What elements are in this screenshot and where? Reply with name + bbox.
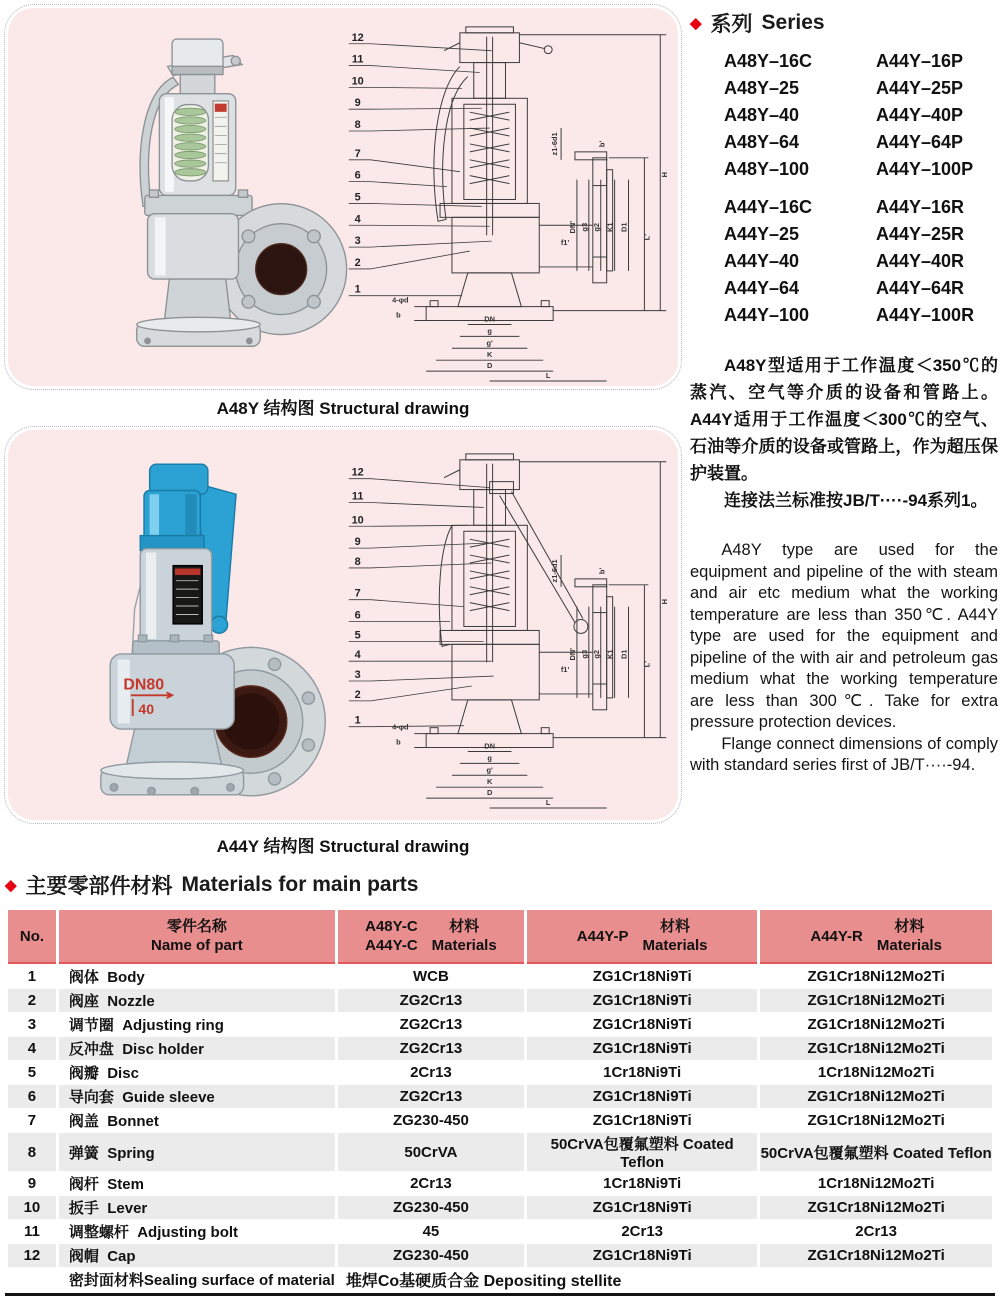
- header-name-en: Name of part: [151, 937, 243, 954]
- series-list: [690, 48, 996, 329]
- header-no: No.: [8, 910, 56, 964]
- cell-material-c: ZG2Cr13: [338, 989, 524, 1012]
- dimension-label: g3: [579, 649, 589, 659]
- dimension-label: g3: [579, 222, 589, 232]
- series-item: A44Y–100P: [876, 159, 974, 179]
- cell-material-r: ZG1Cr18Ni12Mo2Ti: [807, 1016, 945, 1033]
- cell-no: 5: [27, 1064, 37, 1081]
- cell-material-c: ZG2Cr13: [338, 1085, 524, 1108]
- table-row: [8, 1172, 992, 1195]
- cell-material-c: 2Cr13: [410, 1175, 452, 1192]
- series-item: A44Y–40: [724, 251, 800, 271]
- cell-material-r: 2Cr13: [855, 1223, 897, 1240]
- callout-leader-line: [371, 225, 490, 226]
- table-bottom-rule: [5, 1293, 995, 1296]
- callout-leader-line: [371, 128, 490, 131]
- description-chinese: [690, 352, 998, 514]
- series-item: A44Y–100R: [876, 305, 975, 325]
- table-row: [8, 1013, 992, 1036]
- cell-name: 弹簧 Spring: [59, 1133, 335, 1171]
- dimension-label: z1-6d1: [550, 132, 560, 156]
- cell-no: 2: [8, 989, 56, 1012]
- cell-name: 扳手 Lever: [59, 1196, 335, 1219]
- cell-material-p: ZG1Cr18Ni9Ti: [527, 1037, 757, 1060]
- callout-number: 11: [351, 53, 364, 66]
- callout-leader-line: [371, 66, 480, 73]
- drawing-lever-loop: [439, 525, 452, 646]
- cell-material-r: ZG1Cr18Ni12Mo2Ti: [760, 989, 992, 1012]
- callout-number: 2: [354, 688, 361, 701]
- dimension-label: L': [642, 234, 652, 241]
- series-item: A44Y–16R: [876, 197, 965, 217]
- dimension-label: DN': [567, 220, 577, 234]
- cell-material-p: ZG1Cr18Ni9Ti: [592, 1112, 692, 1129]
- dimension-label: g': [486, 765, 493, 775]
- header-materials-en: Materials: [876, 937, 942, 954]
- dimension-label: b': [597, 567, 607, 575]
- dimension-label: DN: [484, 314, 496, 324]
- series-title-cn: 系列: [710, 13, 753, 36]
- series-item: A44Y–25: [724, 224, 800, 244]
- cell-name: 阀体 Body: [68, 969, 145, 986]
- callout-leader-line: [371, 563, 492, 568]
- cell-name: 阀座 Nozzle: [59, 989, 335, 1012]
- diamond-bullet-icon: ◆: [5, 876, 17, 894]
- series-item: A48Y–16C: [724, 51, 813, 71]
- description-en-paragraph: A48Y type are used for the equipment and pipeline of the with steam and air etc medium what the working temperature are less than 350℃. A44Y type are used for the equipment and pipeline of the with air and petroleum gas medium what the working temperature are less than 300℃. Take for extra pressure protection devices.: [690, 541, 998, 731]
- callout-leader-line: [371, 686, 472, 701]
- callout-leader-line: [371, 251, 470, 269]
- series-item: A44Y–25R: [876, 224, 965, 244]
- cell-name: 调整螺杆 Adjusting bolt: [68, 1224, 239, 1241]
- dimension-label: H: [660, 598, 670, 605]
- callout-leader-line: [371, 600, 464, 607]
- dimension-label: K1: [605, 649, 615, 660]
- cell-no: 4: [8, 1037, 56, 1060]
- series-item: A44Y–40R: [876, 251, 965, 271]
- series-item: A44Y–100: [724, 305, 810, 325]
- series-item: A48Y–40: [724, 105, 800, 125]
- callout-number: 2: [354, 256, 361, 269]
- cell-material-p: 1Cr18Ni9Ti: [603, 1175, 682, 1192]
- dimension-label: g': [486, 338, 493, 348]
- description-cn-paragraph: A48Y型适用于工作温度＜350℃的蒸汽、空气等介质的设备和管路上。A44Y适用于工作温度＜300℃的空气、石油等介质的设备或管路上，作为超压保护装置。: [690, 356, 998, 483]
- cell-material-p: ZG1Cr18Ni9Ti: [592, 968, 692, 985]
- dn-mark-text: DN80: [123, 676, 165, 694]
- callout-number: 8: [354, 555, 361, 568]
- cell-no: 6: [8, 1085, 56, 1108]
- table-row: [8, 1061, 992, 1084]
- table-row: [8, 965, 992, 988]
- series-item: A48Y–25: [724, 78, 800, 98]
- series-item: A48Y–100: [724, 159, 810, 179]
- cell-no: 7: [27, 1112, 37, 1129]
- cell-no: 3: [27, 1016, 37, 1033]
- cell-material-c: ZG230-450: [338, 1244, 524, 1267]
- header-model-a44yr: A44Y-R: [810, 927, 863, 945]
- callout-leader-line: [371, 543, 486, 548]
- callout-number: 5: [354, 191, 361, 204]
- cell-name: 调节圈 Adjusting ring: [68, 1017, 224, 1034]
- cell-name: 阀杆 Stem: [68, 1176, 144, 1193]
- panel-a44y: [8, 430, 678, 820]
- header-materials-cn: 材料: [660, 918, 691, 935]
- description-cn-flange-note: 连接法兰标准按JB/T····-94系列1。: [724, 491, 988, 510]
- callout-number: 1: [354, 714, 361, 727]
- materials-title-cn: 主要零部件材料: [25, 875, 173, 898]
- dimension-label: D: [486, 361, 493, 371]
- callout-number: 3: [354, 669, 361, 682]
- cell-material-c: ZG2Cr13: [338, 1037, 524, 1060]
- materials-section: [5, 870, 995, 1296]
- header-r-materials: [760, 910, 992, 964]
- series-item: A44Y–25P: [876, 78, 964, 98]
- table-row: [8, 1220, 992, 1243]
- cell-no: 12: [8, 1244, 56, 1267]
- cell-no: 9: [27, 1175, 37, 1192]
- cell-material-p: ZG1Cr18Ni9Ti: [527, 1244, 757, 1267]
- table-row: [8, 1244, 992, 1267]
- cell-material-p: 2Cr13: [621, 1223, 664, 1240]
- callout-number: 8: [354, 119, 361, 132]
- cell-material-c: ZG2Cr13: [399, 1016, 463, 1033]
- series-title-en: Series: [761, 11, 825, 34]
- table-footer-row: [8, 1268, 992, 1291]
- cell-material-c: ZG230-450: [338, 1196, 524, 1219]
- callout-leader-line: [371, 525, 468, 526]
- cell-no: 11: [24, 1223, 40, 1240]
- caption-a44y: A44Y 结构图 Structural drawing: [216, 837, 470, 856]
- cell-material-p: ZG1Cr18Ni9Ti: [527, 1196, 757, 1219]
- table-row: [8, 1109, 992, 1132]
- callout-number: 6: [354, 169, 361, 182]
- header-name-cn: 零件名称: [166, 918, 227, 935]
- callout-leader-line: [371, 676, 494, 681]
- callout-leader-line: [371, 479, 490, 488]
- series-column-2: [876, 48, 996, 329]
- callout-number: 9: [354, 536, 361, 549]
- cell-no: 1: [27, 968, 37, 985]
- cell-name: 阀盖 Bonnet: [68, 1113, 159, 1130]
- series-item: A44Y–16P: [876, 51, 964, 71]
- cell-name: 阀瓣 Disc: [68, 1065, 139, 1082]
- table-row: [8, 1196, 992, 1219]
- cell-material-r: ZG1Cr18Ni12Mo2Ti: [760, 1244, 992, 1267]
- description-en-flange-note: Flange connect dimensions of comply with standard series first of JB/T····-94.: [690, 734, 998, 774]
- callout-leader-line: [371, 502, 484, 507]
- dimension-label: D: [486, 788, 493, 798]
- series-item: A44Y–40P: [876, 105, 964, 125]
- table-row: [8, 989, 992, 1012]
- series-item: A44Y–64P: [876, 132, 964, 152]
- callout-number: 10: [351, 75, 364, 88]
- materials-table-body: [8, 965, 992, 1291]
- series-item: A44Y–16C: [724, 197, 813, 217]
- dimension-label: f1': [560, 238, 570, 248]
- dimension-label: L': [642, 661, 652, 668]
- pn-mark-text: 40: [138, 701, 155, 718]
- cell-material-c: ZG230-450: [392, 1112, 469, 1129]
- materials-title-en: Materials for main parts: [181, 873, 419, 896]
- callout-number: 6: [354, 609, 361, 622]
- series-item: A48Y–64: [724, 132, 800, 152]
- drawing-lever-loop: [434, 67, 468, 222]
- dimension-label: K: [486, 350, 493, 360]
- dimension-label: DN: [484, 741, 496, 751]
- series-section: [690, 8, 996, 329]
- dimension-label: g2: [591, 649, 601, 659]
- dimension-label: D1: [619, 222, 629, 233]
- cell-material-p: 1Cr18Ni9Ti: [603, 1064, 682, 1081]
- series-column-1: [724, 48, 876, 329]
- callout-leader-line: [371, 182, 447, 187]
- callout-leader-line: [371, 241, 492, 247]
- callout-number: 11: [351, 490, 364, 503]
- cell-sealing-surface-value: 堆焊Co基硬质合金 Depositing stellite: [345, 1273, 622, 1290]
- cell-material-r: ZG1Cr18Ni12Mo2Ti: [760, 1085, 992, 1108]
- cell-name: 阀帽 Cap: [59, 1244, 335, 1267]
- dimension-label: b: [396, 737, 401, 747]
- materials-title: [5, 870, 995, 900]
- dimension-label: b: [396, 310, 401, 320]
- valve-photo-a48y: [53, 20, 353, 360]
- callout-leader-line: [371, 160, 460, 172]
- header-name: [59, 910, 335, 964]
- callout-number: 4: [354, 649, 361, 662]
- dimension-label: f1': [560, 665, 570, 675]
- dimension-label: g: [487, 326, 492, 336]
- series-title: [690, 8, 996, 38]
- header-materials-en: Materials: [431, 937, 497, 954]
- cell-sealing-surface-label: 密封面材料Sealing surface of material: [68, 1272, 335, 1289]
- callout-number: 5: [354, 629, 361, 642]
- callout-number: 9: [354, 97, 361, 110]
- cell-material-c: 45: [422, 1223, 440, 1240]
- header-model-a44yc: A44Y-C: [365, 937, 418, 954]
- cell-no: [8, 1268, 56, 1291]
- dimension-label: DN': [567, 647, 577, 661]
- cell-material-r: ZG1Cr18Ni12Mo2Ti: [760, 1196, 992, 1219]
- cell-name: 反冲盘 Disc holder: [59, 1037, 335, 1060]
- table-row: [8, 1133, 992, 1171]
- callout-number: 7: [354, 147, 361, 160]
- series-item: A44Y–64R: [876, 278, 965, 298]
- cell-material-p: 50CrVA包覆氟塑料 Coated Teflon: [527, 1133, 757, 1171]
- dimension-label: b': [597, 140, 607, 148]
- structural-drawing-a48y: [340, 11, 674, 383]
- dimension-label: 4-φd: [392, 722, 409, 732]
- cell-material-r: ZG1Cr18Ni12Mo2Ti: [807, 1112, 945, 1129]
- header-model-a48yc: A48Y-C: [365, 918, 418, 935]
- callout-number: 7: [354, 587, 361, 600]
- callout-leader-line: [371, 44, 492, 51]
- header-p-materials: [527, 910, 757, 964]
- callout-leader-line: [371, 726, 464, 727]
- cell-no: 8: [8, 1133, 56, 1171]
- callout-number: 4: [354, 213, 361, 226]
- callout-leader-line: [371, 87, 462, 88]
- cell-material-c: WCB: [413, 968, 449, 985]
- callout-number: 1: [354, 283, 361, 296]
- cell-material-p: ZG1Cr18Ni9Ti: [527, 989, 757, 1012]
- caption-a48y: A48Y 结构图 Structural drawing: [216, 399, 470, 418]
- structural-drawing-a44y: [340, 438, 674, 810]
- header-c-materials: [338, 910, 524, 964]
- valve-photo-a44y: [20, 438, 330, 806]
- table-row: [8, 1085, 992, 1108]
- dimension-label: g: [487, 753, 492, 763]
- dimension-label: g2: [591, 222, 601, 232]
- dimension-label: 4-φd: [392, 295, 409, 305]
- header-model-a44yp: A44Y-P: [576, 927, 629, 945]
- callout-number: 12: [351, 31, 364, 44]
- materials-table: [5, 909, 995, 1292]
- table-header-row: [8, 910, 992, 964]
- cell-material-r: ZG1Cr18Ni12Mo2Ti: [760, 1037, 992, 1060]
- description-english: [690, 540, 998, 777]
- series-item: A44Y–64: [724, 278, 800, 298]
- header-materials-en: Materials: [642, 937, 708, 954]
- dimension-label: L: [545, 371, 551, 381]
- cell-material-r: ZG1Cr18Ni12Mo2Ti: [807, 968, 945, 985]
- table-row: [8, 1037, 992, 1060]
- dimension-label: L: [545, 798, 551, 808]
- header-materials-cn: 材料: [894, 918, 925, 935]
- dimension-label: H: [660, 171, 670, 178]
- callout-number: 10: [351, 514, 364, 527]
- callout-leader-line: [371, 108, 482, 109]
- callout-number: 12: [351, 466, 364, 479]
- name-plate: [213, 101, 228, 181]
- cell-material-p: ZG1Cr18Ni9Ti: [592, 1016, 692, 1033]
- cell-material-r: 1Cr18Ni12Mo2Ti: [817, 1175, 935, 1192]
- cell-material-c: 2Cr13: [410, 1064, 452, 1081]
- dimension-label: K1: [605, 222, 615, 233]
- dimension-label: D1: [619, 649, 629, 660]
- header-materials-cn: 材料: [449, 918, 480, 935]
- cell-material-r: 1Cr18Ni12Mo2Ti: [817, 1064, 935, 1081]
- cell-material-r: 50CrVA包覆氟塑料 Coated Teflon: [760, 1133, 992, 1171]
- dimension-label: z1-6d1: [550, 559, 560, 583]
- cell-name: 导向套 Guide sleeve: [59, 1085, 335, 1108]
- callout-number: 3: [354, 235, 361, 248]
- cell-no: 10: [8, 1196, 56, 1219]
- panel-a48y: [8, 8, 678, 386]
- diamond-bullet-icon: ◆: [690, 14, 702, 32]
- drawing-lever: [490, 482, 588, 634]
- dimension-label: K: [486, 777, 493, 787]
- cell-material-c: 50CrVA: [338, 1133, 524, 1171]
- cell-material-p: ZG1Cr18Ni9Ti: [527, 1085, 757, 1108]
